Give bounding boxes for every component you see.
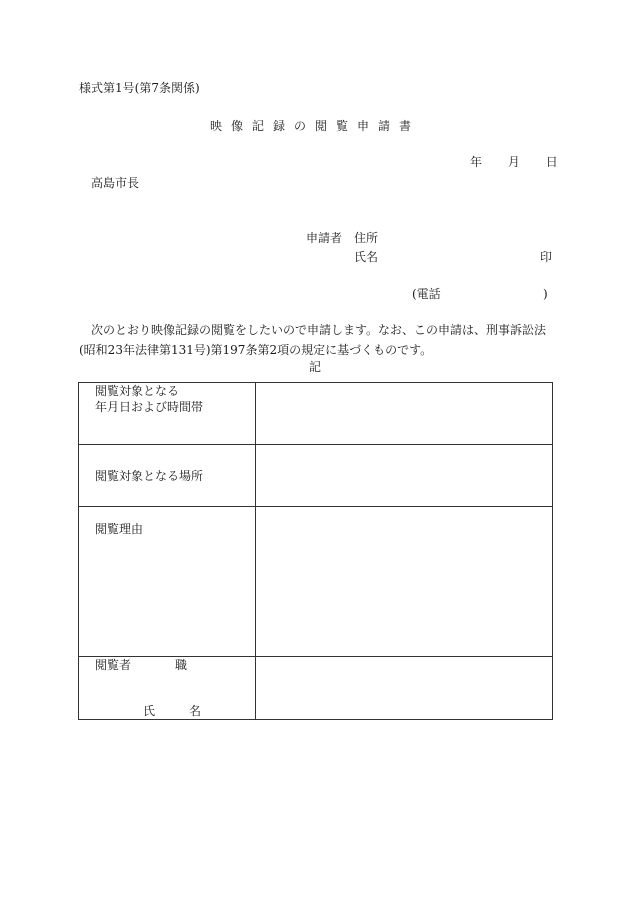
row-label-text: 閲覧理由 [95, 522, 144, 536]
ki-heading: 記 [308, 360, 321, 374]
seal-mark: 印 [540, 250, 553, 264]
reason-field[interactable] [256, 507, 553, 657]
table-row [79, 383, 553, 445]
table-row [79, 657, 553, 720]
applicant-address-label: 住所 [354, 231, 379, 245]
date-month-label: 月 [507, 155, 520, 169]
table-row [79, 507, 553, 657]
applicant-label: 申請者 [306, 231, 343, 245]
viewer-name-label-2: 名 [189, 704, 202, 718]
date-line [470, 154, 558, 170]
phone-label: (電話 [412, 287, 441, 301]
row-label-text: 閲覧対象となる場所 [95, 469, 204, 483]
row-label-reason [79, 507, 256, 657]
row-label-line: 年月日および時間帯 [95, 400, 204, 414]
date-time-field[interactable] [256, 383, 553, 445]
form-number: 様式第1号(第7条関係) [79, 81, 200, 95]
date-day-label: 日 [545, 155, 558, 169]
addressee: 高島市長 [91, 176, 140, 190]
viewer-name-label-1: 氏 [143, 704, 156, 718]
row-label-viewer [79, 657, 256, 720]
phone-close-paren: ) [543, 287, 548, 301]
viewer-title-label: 職 [175, 658, 188, 672]
request-statement: 次のとおり映像記録の閲覧をしたいので申請します。なお、この申請は、刑事訴訟法(昭和23年法律第131号)第197条第2項の規定に基づくものです。 [79, 323, 547, 357]
application-table [78, 382, 553, 720]
date-year-label: 年 [470, 155, 483, 169]
row-label-date-time [79, 383, 256, 445]
table-row [79, 445, 553, 507]
applicant-name-label: 氏名 [354, 250, 379, 264]
viewer-field[interactable] [256, 657, 553, 720]
document-title: 映像記録の閲覧申請書 [209, 119, 420, 133]
row-label-location [79, 445, 256, 507]
location-field[interactable] [256, 445, 553, 507]
viewer-label: 閲覧者 [95, 658, 132, 672]
row-label-line: 閲覧対象となる [95, 384, 180, 398]
